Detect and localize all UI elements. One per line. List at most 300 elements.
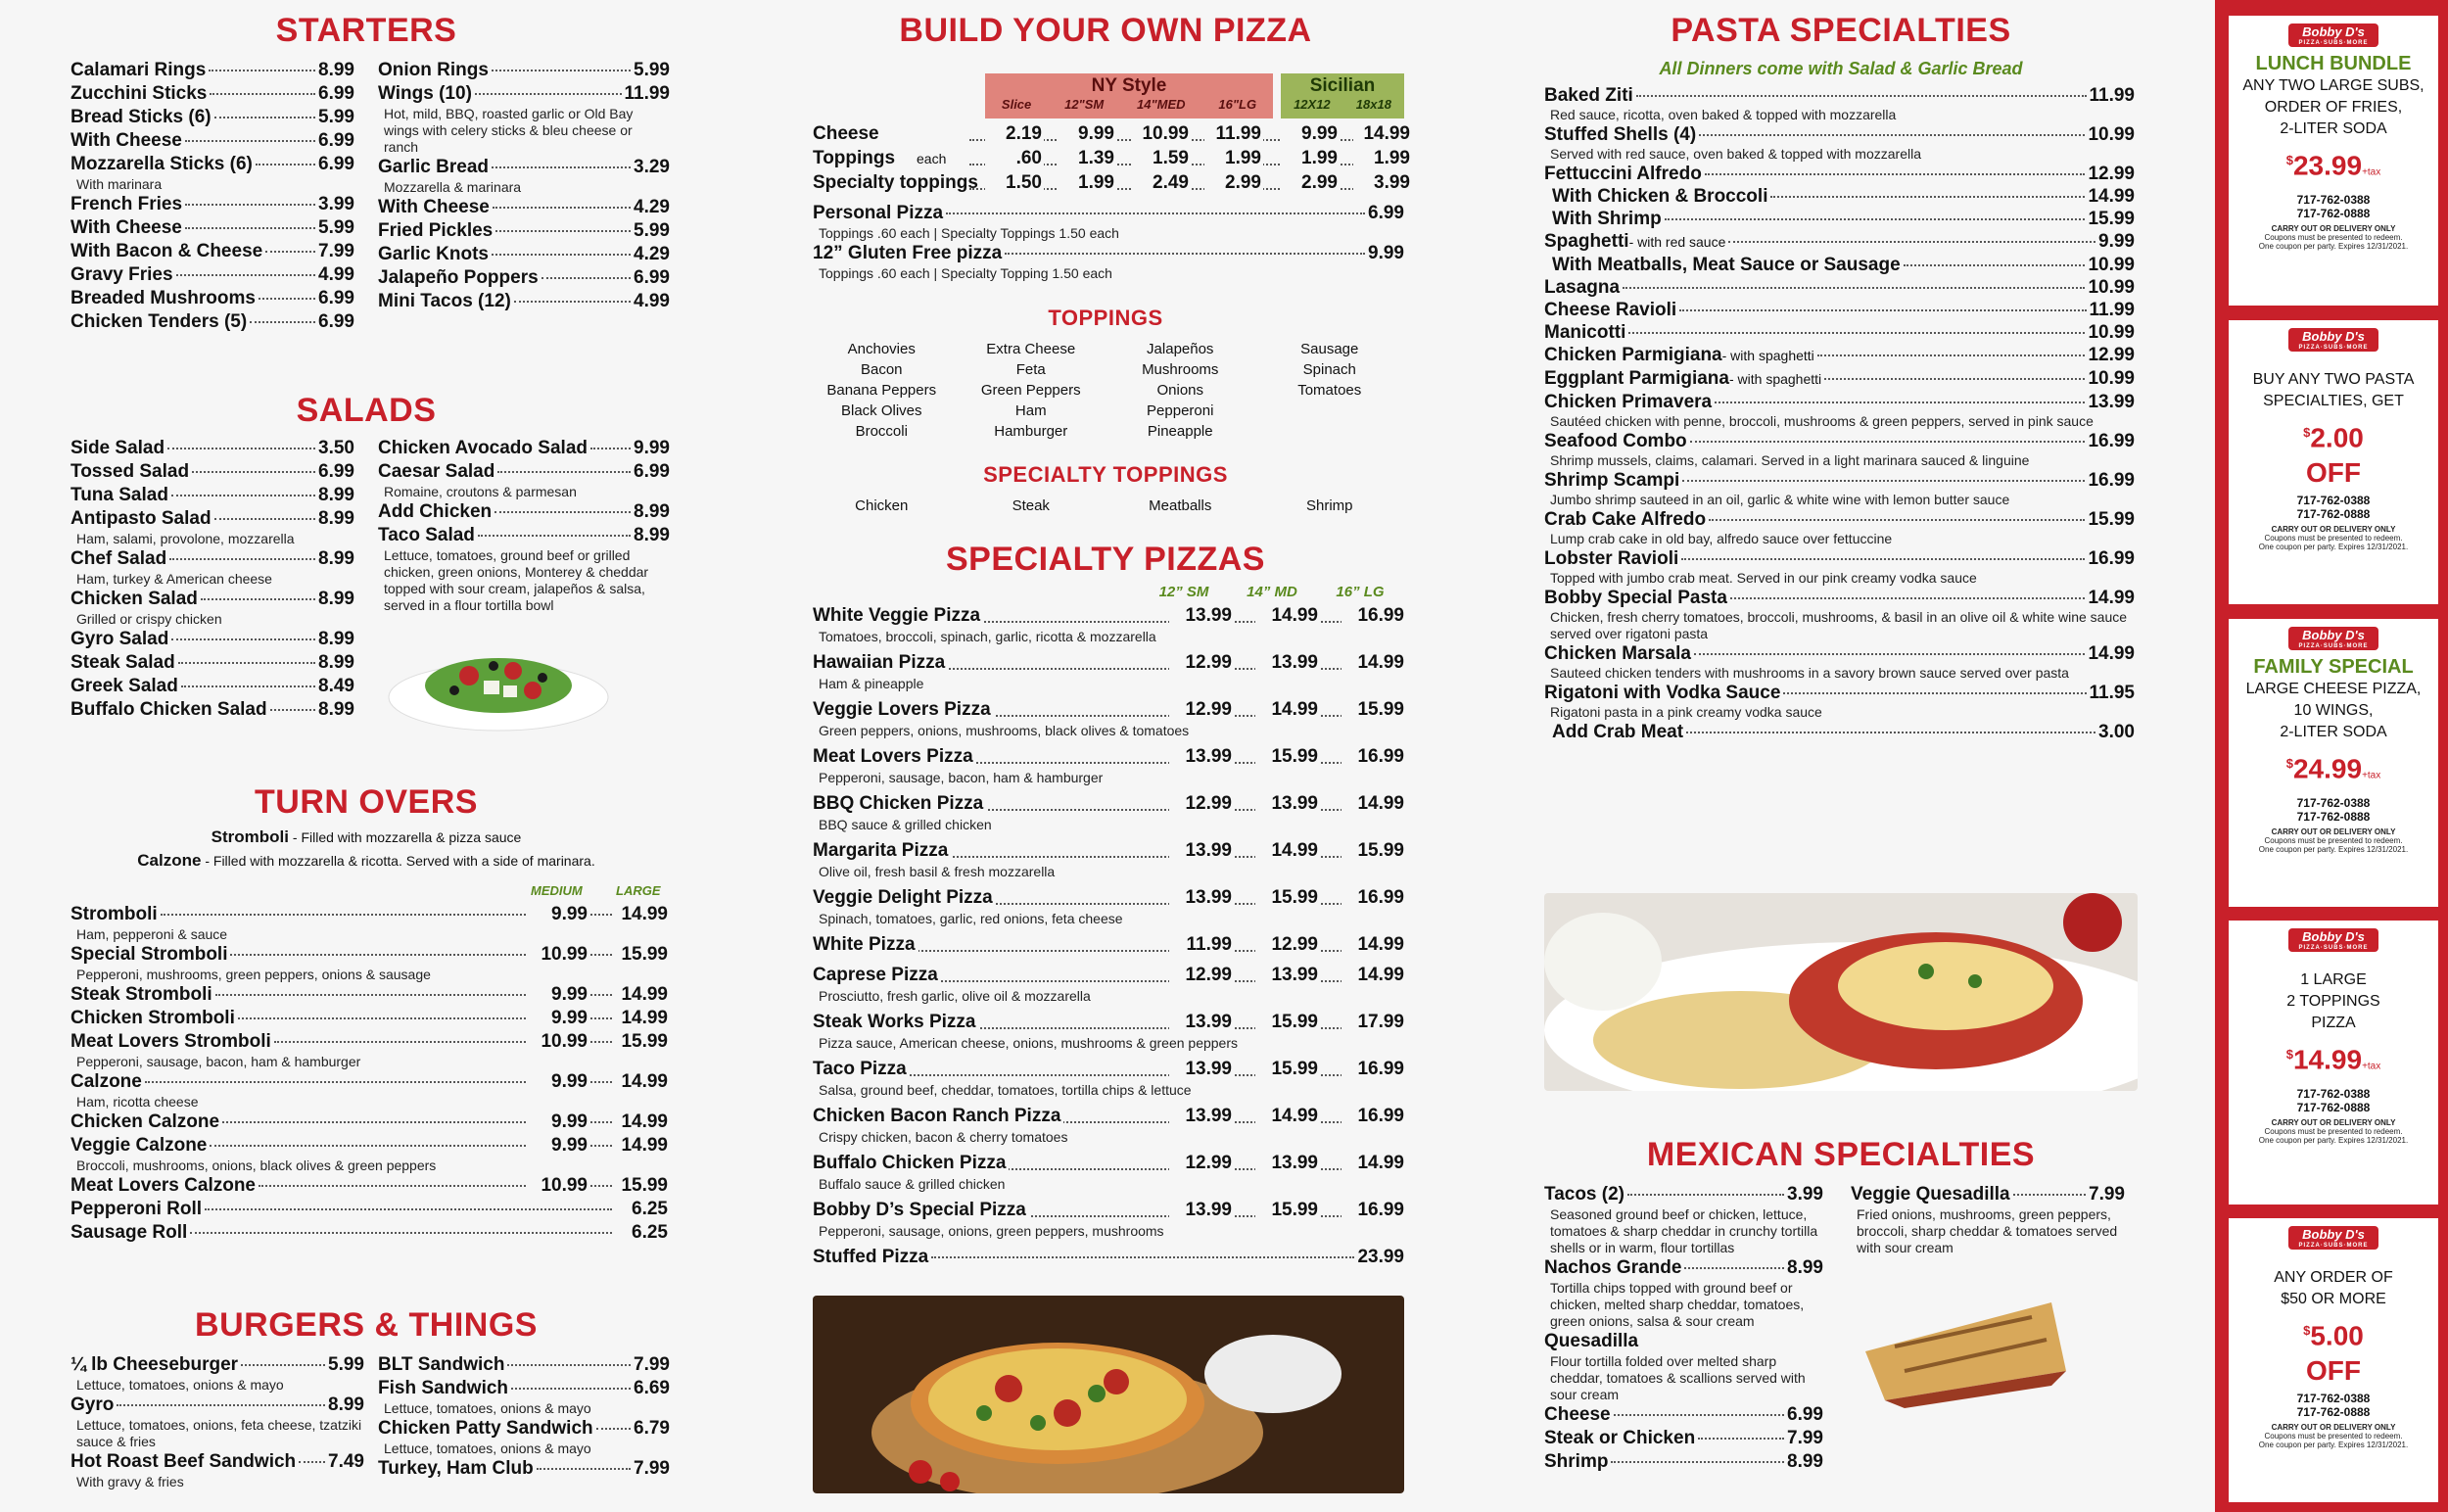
coupon-line: ANY ORDER OF xyxy=(2274,1269,2393,1286)
item-name: Tacos (2) xyxy=(1544,1184,1625,1205)
item-price: 8.99 xyxy=(318,60,354,80)
coupon-line: 1 LARGE xyxy=(2300,971,2367,988)
coupon-fine-print xyxy=(2233,1118,2434,1145)
item-name: Veggie Delight Pizza xyxy=(813,887,996,909)
item-description: Pepperoni, mushrooms, green peppers, onions & sausage xyxy=(76,967,431,982)
menu-item xyxy=(1544,1450,1823,1474)
topping-item: Banana Peppers xyxy=(826,382,937,399)
specialty-topping-item: Shrimp xyxy=(1305,497,1353,514)
item-description: Ham, turkey & American cheese xyxy=(76,571,272,587)
phone-1: 717-762-0388 xyxy=(2296,1087,2371,1102)
item-price: 6.99 xyxy=(634,267,670,288)
byo-price: 1.50 xyxy=(985,172,1044,194)
item-price: 23.99 xyxy=(1357,1247,1404,1267)
phone-1: 717-762-0388 xyxy=(2296,1392,2371,1406)
phone-2: 717-762-0888 xyxy=(2296,1101,2371,1115)
turnover-row xyxy=(71,903,668,926)
dot-leader xyxy=(497,471,631,473)
menu-item-row xyxy=(1544,185,2135,208)
dot-leader xyxy=(214,117,315,118)
item-price: 7.99 xyxy=(2089,1184,2125,1205)
specialty-col-label: 16” LG xyxy=(1336,584,1385,600)
item-name: Gyro Salad xyxy=(71,629,169,649)
coupon-price xyxy=(2229,1040,2438,1081)
menu-item xyxy=(71,129,354,153)
dot-leader xyxy=(590,914,612,916)
coupon-off: OFF xyxy=(2306,457,2361,489)
menu-item-row xyxy=(1544,1256,1823,1280)
item-name: Antipasto Salad xyxy=(71,508,212,529)
menu-item xyxy=(1544,1330,1823,1403)
byo-price: 2.49 xyxy=(1132,172,1191,194)
dot-leader xyxy=(1682,480,2085,482)
item-price: 16.99 xyxy=(2088,431,2135,451)
menu-item xyxy=(378,437,670,460)
sicilian-header xyxy=(1281,73,1404,118)
item-price: 10.99 xyxy=(2088,368,2135,389)
item-name: White Veggie Pizza xyxy=(813,605,983,627)
ny-col-label: 16"LG xyxy=(1218,97,1257,112)
item-name: With Meatballs, Meat Sauce or Sausage xyxy=(1552,255,1901,275)
item-description: Mozzarella & marinara xyxy=(384,179,522,195)
topping-item: Jalapeños xyxy=(1147,341,1214,357)
dot-leader xyxy=(161,914,526,916)
topping-item: Pineapple xyxy=(1147,423,1213,440)
burgers-left-list xyxy=(71,1353,364,1490)
menu-item-row xyxy=(71,263,354,287)
chicken-parm-icon xyxy=(1544,893,2138,1091)
item-price: 12.99 xyxy=(1169,793,1234,815)
item-price: 12.99 xyxy=(1169,1153,1234,1174)
item-name: Shrimp Scampi xyxy=(1544,470,1680,491)
brand-logo xyxy=(2288,24,2378,47)
menu-item-row xyxy=(71,460,354,484)
item-name: Garlic Knots xyxy=(378,244,489,264)
turnover-row xyxy=(71,1198,668,1221)
menu-item xyxy=(71,698,354,722)
specialty-pizza-row xyxy=(813,1200,1404,1223)
menu-item xyxy=(71,1394,364,1450)
item-description: Pepperoni, sausage, bacon, ham & hamburger xyxy=(76,1054,361,1069)
dot-leader xyxy=(274,1041,526,1043)
menu-item-row xyxy=(378,1417,670,1441)
specialty-pizza-row xyxy=(813,699,1404,723)
turnovers-col-medium: MEDIUM xyxy=(531,883,583,898)
brand-name: Bobby D's xyxy=(2302,1227,2365,1242)
turnover-row xyxy=(71,1221,668,1245)
coupon-fine-print xyxy=(2233,224,2434,251)
item-description: Pizza sauce, American cheese, onions, mushrooms & green peppers xyxy=(819,1035,1239,1051)
phone-1: 717-762-0388 xyxy=(2296,494,2371,508)
item-price: 11.99 xyxy=(2089,85,2135,106)
specialty-pizza-row xyxy=(813,652,1404,676)
menu-item-row xyxy=(1544,587,2135,609)
item-price: 5.99 xyxy=(328,1354,364,1375)
price-medium: 9.99 xyxy=(551,1008,588,1028)
pizza-icon xyxy=(813,1296,1404,1493)
dot-leader xyxy=(201,598,315,600)
byo-row-name: Specialty toppings xyxy=(813,172,978,193)
item-description: Lettuce, tomatoes, onions, feta cheese, tzatziki sauce & fries xyxy=(76,1417,362,1449)
specialty-pizza-item xyxy=(813,887,1404,934)
turnover-item xyxy=(71,1030,668,1070)
byo-price: 2.99 xyxy=(1204,172,1263,194)
turnovers-intro-calzone xyxy=(63,851,670,871)
coupon-price-value: 5.00 xyxy=(2310,1320,2364,1351)
specialty-col-label: 12” SM xyxy=(1158,584,1209,600)
dollar-sign: $ xyxy=(2285,153,2293,167)
item-description: Sautéed chicken with penne, broccoli, mushrooms & green peppers, served in pink sauce xyxy=(1550,413,2094,429)
menu-item xyxy=(1544,254,2135,276)
item-price: 7.49 xyxy=(328,1451,364,1472)
coupon-line: $50 OR MORE xyxy=(2281,1291,2386,1307)
ny-col-label: Slice xyxy=(1001,97,1032,112)
specialty-pizza-row xyxy=(813,1153,1404,1176)
coupon-line: SPECIALTIES, GET xyxy=(2263,393,2404,409)
menu-item xyxy=(378,1417,670,1457)
item-price: 14.99 xyxy=(1342,1153,1406,1174)
menu-item xyxy=(378,156,670,196)
menu-item xyxy=(1544,1427,1823,1450)
menu-item-row xyxy=(71,698,354,722)
item-name: Stuffed Pizza xyxy=(813,1247,929,1267)
coupon-line: 2-LITER SODA xyxy=(2280,724,2387,740)
menu-item xyxy=(1544,321,2135,344)
dot-leader xyxy=(1709,519,2085,521)
item-name: Caprese Pizza xyxy=(813,965,941,986)
menu-item-row xyxy=(1544,299,2135,321)
byo-price: 9.99 xyxy=(1058,123,1116,145)
item-description: Seasoned ground beef or chicken, lettuce, tomatoes & sharp cheddar in crunchy tortilla shells or in warm, flour tortillas xyxy=(1550,1206,1818,1255)
item-name: Chicken Marsala xyxy=(1544,643,1691,664)
dot-leader xyxy=(1679,309,2086,311)
menu-item-row xyxy=(1544,123,2135,146)
item-name: Tuna Salad xyxy=(71,485,168,505)
item-price: 16.99 xyxy=(1342,605,1406,627)
dot-leader xyxy=(222,1121,526,1123)
menu-item-row xyxy=(1544,1330,1823,1353)
item-name: Stromboli xyxy=(71,904,158,924)
specialty-pizza-item xyxy=(813,1153,1404,1200)
item-name: Chicken Parmigiana xyxy=(1544,345,1722,365)
menu-item xyxy=(71,484,354,507)
byo-title: BUILD YOUR OWN PIZZA xyxy=(899,12,1312,49)
item-price: 14.99 xyxy=(1342,965,1406,986)
item-price: 13.99 xyxy=(1255,1153,1320,1174)
fine-carryout: CARRY OUT OR DELIVERY ONLY xyxy=(2271,525,2396,535)
item-name: Rigatoni with Vodka Sauce xyxy=(1544,683,1781,703)
coupon-spacer xyxy=(2229,355,2438,369)
coupon-line: BUY ANY TWO PASTA xyxy=(2252,371,2415,388)
item-price: 14.99 xyxy=(2088,186,2135,207)
item-name: Shrimp xyxy=(1544,1451,1609,1472)
menu-item xyxy=(1544,1183,1823,1256)
menu-item-row xyxy=(71,437,354,460)
turnover-item xyxy=(71,1198,668,1221)
item-description: Fried onions, mushrooms, green peppers, broccoli, sharp cheddar & tomatoes served with sour cream xyxy=(1857,1206,2118,1255)
coupon-tax: +tax xyxy=(2362,770,2381,781)
specialty-pizza-row xyxy=(813,965,1404,988)
item-name: With Cheese xyxy=(71,130,182,151)
coupon-price-value: 14.99 xyxy=(2292,1044,2363,1075)
menu-item xyxy=(378,266,670,290)
coupon-price xyxy=(2229,146,2438,187)
item-name: Chicken Salad xyxy=(71,589,198,609)
menu-item xyxy=(1544,123,2135,163)
item-description: Buffalo sauce & grilled chicken xyxy=(819,1176,1006,1192)
item-name: Chicken Bacon Ranch Pizza xyxy=(813,1106,1063,1127)
item-price: 13.99 xyxy=(1169,1059,1234,1080)
starters-right-list xyxy=(378,59,670,313)
ny-col-label: 14"MED xyxy=(1137,97,1186,112)
pasta-subtitle: All Dinners come with Salad & Garlic Bread xyxy=(1659,59,2023,78)
menu-item xyxy=(1544,1256,1823,1330)
dot-leader xyxy=(250,321,315,323)
item-name: Gravy Fries xyxy=(71,264,173,285)
item-price: 8.99 xyxy=(328,1394,364,1415)
menu-item xyxy=(378,1377,670,1417)
topping-item: Green Peppers xyxy=(980,382,1081,399)
item-name: Hawaiian Pizza xyxy=(813,652,948,674)
item-price: 8.99 xyxy=(318,485,354,505)
dot-leader xyxy=(1005,253,1365,255)
coupon-line: 2-LITER SODA xyxy=(2280,120,2387,137)
turnover-row xyxy=(71,1070,668,1094)
item-name: Margarita Pizza xyxy=(813,840,951,862)
item-price: 5.99 xyxy=(634,220,670,241)
item-name: Chicken Stromboli xyxy=(71,1008,235,1028)
turnovers-col-large: LARGE xyxy=(616,883,661,898)
item-name: Steak or Chicken xyxy=(1544,1428,1696,1448)
dollar-sign: $ xyxy=(2303,425,2311,440)
item-price: 8.99 xyxy=(318,589,354,609)
menu-item xyxy=(378,243,670,266)
brand-logo xyxy=(2288,1226,2378,1250)
item-price: 8.99 xyxy=(634,525,670,545)
item-price: 4.29 xyxy=(634,244,670,264)
menu-item-row xyxy=(1544,1450,1823,1474)
specialty-pizzas-title: SPECIALTY PIZZAS xyxy=(945,541,1265,578)
fine-present: Coupons must be presented to redeem. xyxy=(2264,836,2403,846)
item-price: 11.99 xyxy=(2089,300,2135,320)
menu-item-row xyxy=(378,219,670,243)
item-name: Garlic Bread xyxy=(378,157,489,177)
item-name: Taco Pizza xyxy=(813,1059,910,1080)
item-price: 14.99 xyxy=(1255,840,1320,862)
price-large: 14.99 xyxy=(621,984,668,1005)
item-name: Buffalo Chicken Salad xyxy=(71,699,267,720)
item-description: Tortilla chips topped with ground beef or chicken, melted sharp cheddar, tomatoes, green onions, salsa & sour cream xyxy=(1550,1280,1805,1329)
coupon-price-value: 24.99 xyxy=(2292,753,2363,784)
menu-item-row xyxy=(378,196,670,219)
menu-item xyxy=(1544,185,2135,208)
coupon-fine-print xyxy=(2233,827,2434,854)
coupon-price xyxy=(2229,418,2438,452)
dot-leader xyxy=(590,954,612,956)
item-description: Green peppers, onions, mushrooms, black olives & tomatoes xyxy=(819,723,1190,738)
item-price: 15.99 xyxy=(1255,746,1320,768)
dot-leader xyxy=(514,301,631,303)
fine-expire: One coupon per party. Expires 12/31/2021. xyxy=(2258,242,2409,252)
item-name: With Bacon & Cheese xyxy=(71,241,263,261)
column-pasta-mexican xyxy=(1542,0,2140,1512)
item-description: Chicken, fresh cherry tomatoes, broccoli, mushrooms, & basil in an olive oil & white wine sauce served over rigatoni pasta xyxy=(1550,609,2128,641)
dot-leader xyxy=(178,662,315,664)
item-name: Meat Lovers Stromboli xyxy=(71,1031,271,1052)
item-price: 8.99 xyxy=(318,652,354,673)
turnovers-intro-stromboli xyxy=(63,827,670,847)
dot-leader xyxy=(1728,241,2095,243)
coupon-line: ANY TWO LARGE SUBS, xyxy=(2242,77,2424,94)
dot-leader xyxy=(541,277,631,279)
item-price: 14.99 xyxy=(2088,643,2135,664)
dot-leader xyxy=(181,685,315,687)
item-price: 9.99 xyxy=(1368,243,1404,263)
specialty-pizza-row xyxy=(813,934,1404,958)
item-price: 8.99 xyxy=(318,629,354,649)
intro-calzone-desc: - Filled with mozzarella & ricotta. Served with a side of marinara. xyxy=(201,853,595,869)
menu-item-row xyxy=(71,1353,364,1377)
item-name: Bread Sticks (6) xyxy=(71,107,212,127)
menu-item xyxy=(378,500,670,524)
price-large: 14.99 xyxy=(621,1111,668,1132)
item-price: 9.99 xyxy=(634,438,670,458)
price-medium: 10.99 xyxy=(541,1031,588,1052)
dot-leader xyxy=(1824,378,2085,380)
menu-item-row xyxy=(71,129,354,153)
coupon-tax: +tax xyxy=(2362,166,2381,178)
dot-leader xyxy=(259,1185,526,1187)
dot-leader xyxy=(1628,332,2085,334)
specialty-pizza-row xyxy=(813,793,1404,817)
dot-leader xyxy=(117,1404,325,1406)
item-name: With Chicken & Broccoli xyxy=(1552,186,1768,207)
dot-leader xyxy=(145,1081,526,1083)
item-price: 8.99 xyxy=(318,548,354,569)
item-price: 13.99 xyxy=(2088,392,2135,412)
item-description: Lettuce, tomatoes, onions & mayo xyxy=(76,1377,284,1393)
dot-leader xyxy=(205,1208,612,1210)
item-description: Ham & pineapple xyxy=(819,676,924,691)
item-name: Baked Ziti xyxy=(1544,85,1633,106)
brand-logo xyxy=(2288,328,2378,352)
item-price: 4.29 xyxy=(634,197,670,217)
item-description: Topped with jumbo crab meat. Served in our pink creamy vodka sauce xyxy=(1550,570,1977,586)
item-price: 7.99 xyxy=(634,1354,670,1375)
brand-logo xyxy=(2288,928,2378,952)
price-large: 14.99 xyxy=(621,1071,668,1092)
fine-expire: One coupon per party. Expires 12/31/2021. xyxy=(2258,543,2409,552)
item-description: Shrimp mussels, claims, calamari. Served in a light marinara sauced & linguine xyxy=(1550,452,2030,468)
item-price: 14.99 xyxy=(1255,699,1320,721)
item-price: 15.99 xyxy=(1342,840,1406,862)
menu-item-row xyxy=(1544,508,2135,531)
menu-item xyxy=(71,460,354,484)
item-price: 11.99 xyxy=(624,83,670,104)
item-price: 15.99 xyxy=(1255,1012,1320,1033)
item-name: Add Chicken xyxy=(378,501,493,522)
item-price: 6.99 xyxy=(318,288,354,308)
coupons-column xyxy=(2215,0,2448,1512)
brand-name: Bobby D's xyxy=(2302,929,2365,944)
item-name: Gyro xyxy=(71,1394,115,1415)
dot-leader xyxy=(256,164,315,165)
item-name: Chef Salad xyxy=(71,548,167,569)
dot-leader xyxy=(1715,402,2085,403)
price-medium: 9.99 xyxy=(551,1071,588,1092)
menu-item xyxy=(1544,230,2135,254)
dot-leader xyxy=(185,140,315,142)
dot-leader xyxy=(1770,196,2085,198)
item-price: 4.99 xyxy=(318,264,354,285)
menu-item xyxy=(71,310,354,334)
item-name: Turkey, Ham Club xyxy=(378,1458,534,1479)
menu-item-row xyxy=(378,460,670,484)
item-name: Cheese xyxy=(1544,1404,1611,1425)
specialty-topping-item: Chicken xyxy=(855,497,909,514)
item-name: Side Salad xyxy=(71,438,165,458)
sicilian-col-label: 12X12 xyxy=(1294,97,1331,112)
fine-carryout: CARRY OUT OR DELIVERY ONLY xyxy=(2271,1423,2396,1433)
item-price: 14.99 xyxy=(1255,1106,1320,1127)
specialty-pizza-item xyxy=(813,1106,1404,1153)
coupon-price xyxy=(2229,749,2438,790)
item-price: 15.99 xyxy=(1255,887,1320,909)
item-description: Ham, salami, provolone, mozzarella xyxy=(76,531,295,546)
item-price: 15.99 xyxy=(2088,209,2135,229)
item-price: 13.99 xyxy=(1169,1200,1234,1221)
byo-price: 10.99 xyxy=(1132,123,1191,145)
menu-item xyxy=(71,59,354,82)
turnover-row xyxy=(71,1174,668,1198)
brand-tagline: PIZZA·SUBS·MORE xyxy=(2298,1243,2369,1249)
fine-expire: One coupon per party. Expires 12/31/2021. xyxy=(2258,845,2409,855)
menu-item-row xyxy=(1544,208,2135,230)
menu-item-row xyxy=(1544,230,2135,254)
item-description: BBQ sauce & grilled chicken xyxy=(819,817,992,832)
dot-leader xyxy=(475,93,622,95)
dot-leader xyxy=(169,558,315,560)
brand-name: Bobby D's xyxy=(2302,628,2365,642)
menu-item-row xyxy=(71,193,354,216)
dot-leader xyxy=(590,1041,612,1043)
byo-row-name: Cheese xyxy=(813,123,879,144)
coupon-price-value: 23.99 xyxy=(2292,150,2363,181)
dot-leader xyxy=(215,994,526,996)
item-name: Pepperoni Roll xyxy=(71,1199,203,1219)
toppings-grid xyxy=(807,339,1404,442)
item-name: BBQ Chicken Pizza xyxy=(813,793,986,815)
menu-item xyxy=(378,290,670,313)
item-name: Cheese Ravioli xyxy=(1544,300,1677,320)
menu-item-row xyxy=(378,243,670,266)
menu-item-row xyxy=(378,437,670,460)
coupon-line: 2 TOPPINGS xyxy=(2286,993,2380,1010)
item-name: Bobby D’s Special Pizza xyxy=(813,1200,1029,1221)
dot-leader xyxy=(2013,1194,2086,1196)
item-price: 12.99 xyxy=(1169,965,1234,986)
item-price: 12.99 xyxy=(1169,699,1234,721)
item-name: Onion Rings xyxy=(378,60,489,80)
specialty-pizza-row xyxy=(813,605,1404,629)
item-price: 10.99 xyxy=(2088,322,2135,343)
menu-item-row xyxy=(1544,642,2135,665)
topping-item: Tomatoes xyxy=(1297,382,1362,399)
coupon-spacer xyxy=(2229,1253,2438,1267)
salad-photo xyxy=(386,637,611,734)
menu-item-row xyxy=(1544,721,2135,743)
dot-leader xyxy=(209,70,315,71)
